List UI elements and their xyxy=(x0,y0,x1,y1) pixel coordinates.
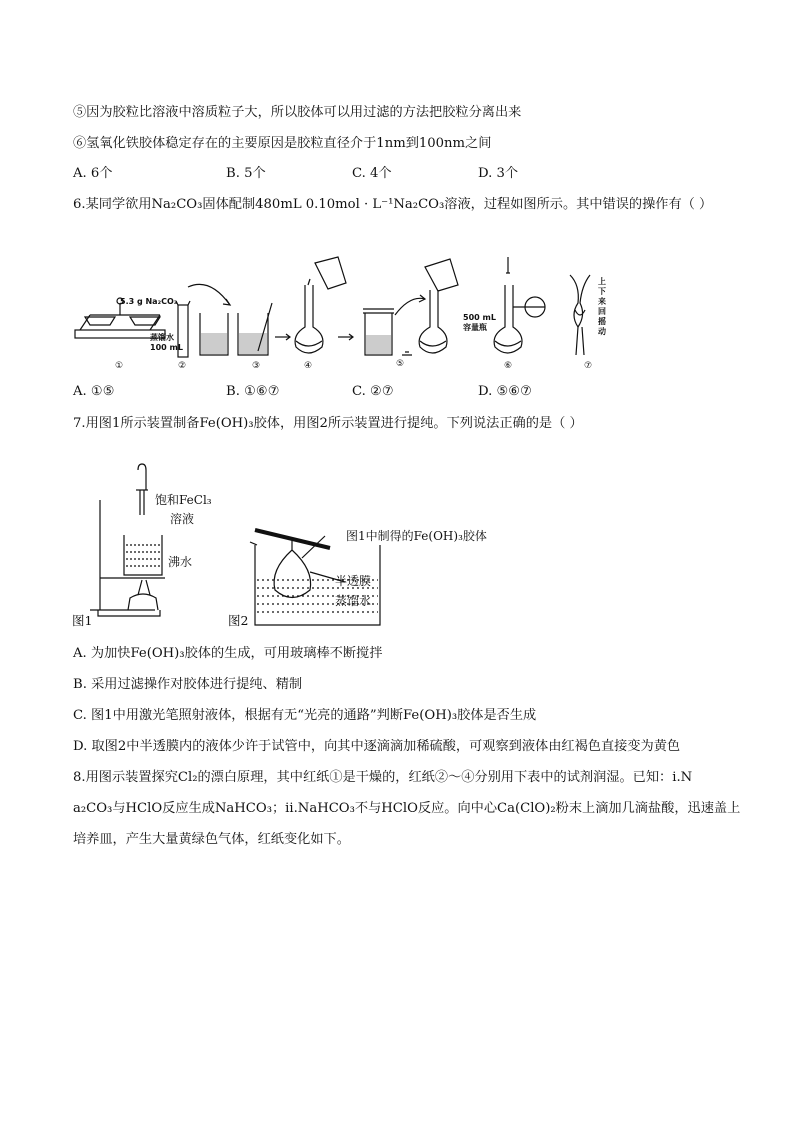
statement-6: ⑥氢氧化铁胶体稳定存在的主要原因是胶粒直径介于1nm到100nm之间 xyxy=(73,136,492,151)
q6-label-100ml: 100 mL xyxy=(150,343,183,352)
q7-option-c[interactable]: C. 图1中用激光笔照射液体，根据有无“光亮的通路”判断Fe(OH)₃胶体是否生成 xyxy=(73,708,537,723)
q6-figure xyxy=(70,255,630,375)
q7-fig2-membrane: 半透膜 xyxy=(335,574,372,588)
q6-option-a[interactable]: A. ①⑤ xyxy=(73,384,115,399)
q5-option-d[interactable]: D. 3个 xyxy=(478,166,519,181)
q6-step-4: ④ xyxy=(304,361,313,371)
q6-option-d[interactable]: D. ⑤⑥⑦ xyxy=(478,384,532,399)
q6-label-flask: 容量瓶 xyxy=(463,323,487,332)
q7-fig2-colloid: 图1中制得的Fe(OH)₃胶体 xyxy=(346,529,487,543)
q5-option-a[interactable]: A. 6个 xyxy=(73,166,113,181)
q7-stem: 7.用图1所示装置制备Fe(OH)₃胶体，用图2所示装置进行提纯。下列说法正确的是（ ） xyxy=(73,416,583,431)
q7-fig1-reagent-1: 饱和FeCl₃ xyxy=(155,493,212,507)
q6-label-water: 蒸馏水 xyxy=(150,333,174,342)
q6-label-shake: 上下来回摇动 xyxy=(598,277,606,336)
q7-figure-drawing xyxy=(70,460,530,635)
q6-step-5: ⑤ xyxy=(396,359,405,369)
q7-fig2-caption: 图2 xyxy=(228,613,249,628)
q8-line-3: 培养皿，产生大量黄绿色气体，红纸变化如下。 xyxy=(73,832,350,847)
q8-line-2: a₂CO₃与HClO反应生成NaHCO₃；ⅱ.NaHCO₃不与HClO反应。向中心Ca(ClO)₂粉末上滴加几滴盐酸，迅速盖上 xyxy=(73,801,741,816)
q6-step-1: ① xyxy=(115,361,124,371)
q6-label-500ml: 500 mL xyxy=(463,313,496,322)
q7-fig1-boiling: 沸水 xyxy=(168,555,193,569)
q5-option-c[interactable]: C. 4个 xyxy=(352,166,392,181)
q7-option-a[interactable]: A. 为加快Fe(OH)₃胶体的生成，可用玻璃棒不断搅拌 xyxy=(73,646,383,661)
q7-fig2-water: 蒸馏水 xyxy=(335,594,372,608)
q7-fig1-caption: 图1 xyxy=(72,613,93,628)
q8-line-1: 8.用图示装置探究Cl₂的漂白原理，其中红纸①是干燥的，红纸②～④分别用下表中的试剂润湿。已知：ⅰ.N xyxy=(73,770,693,785)
q7-option-b[interactable]: B. 采用过滤操作对胶体进行提纯、精制 xyxy=(73,677,303,692)
q6-label-mass: 5.3 g Na₂CO₃ xyxy=(120,297,178,306)
q6-step-3: ③ xyxy=(252,361,261,371)
q7-option-d[interactable]: D. 取图2中半透膜内的液体少许于试管中，向其中逐滴滴加稀硫酸，可观察到液体由红褐色直接变为黄色 xyxy=(73,739,681,754)
q6-step-2: ② xyxy=(178,361,187,371)
q7-figure xyxy=(70,460,530,635)
statement-5: ⑤因为胶粒比溶液中溶质粒子大，所以胶体可以用过滤的方法把胶粒分离出来 xyxy=(73,105,522,120)
q6-option-c[interactable]: C. ②⑦ xyxy=(352,384,394,399)
q5-option-b[interactable]: B. 5个 xyxy=(226,166,266,181)
q7-fig1-reagent-2: 溶液 xyxy=(170,512,195,526)
q6-stem: 6.某同学欲用Na₂CO₃固体配制480mL 0.10mol · L⁻¹Na₂CO₃溶液，过程如图所示。其中错误的操作有（ ） xyxy=(73,197,713,212)
q6-option-b[interactable]: B. ①⑥⑦ xyxy=(226,384,280,399)
q6-step-7: ⑦ xyxy=(584,361,593,371)
q6-step-6: ⑥ xyxy=(504,361,513,371)
q6-figure-drawing xyxy=(70,255,630,375)
